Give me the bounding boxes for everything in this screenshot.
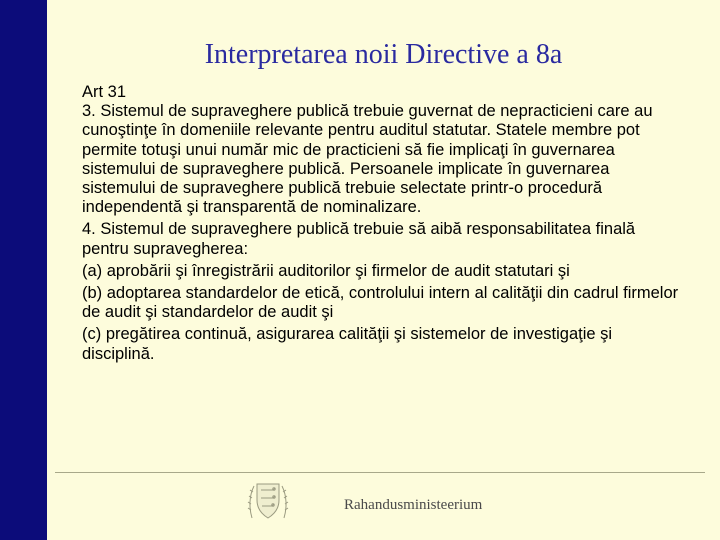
paragraph-4: 4. Sistemul de supraveghere publică trebuie să aibă responsabilitatea finală pentru supravegherea: <box>82 220 636 258</box>
paragraph-3: 3. Sistemul de supraveghere publică trebuie guvernat de nepracticieni care au cunoştinţe în domeniile relevante pentru auditul statutar. Statele membre pot permite totuşi unui număr mic de practicieni să fie implicaţi în guvernarea sistemului de supraveghere publică. Persoanele implicate în guvernarea sistemului de supraveghere publică trebuie selectate printr-o procedură independentă şi transparentă de nominalizare. <box>82 102 653 217</box>
left-accent-bar <box>0 0 47 540</box>
item-c: (c) pregătirea continuă, asigurarea calităţii şi sistemelor de investigaţie şi disciplină. <box>82 325 613 363</box>
estonian-coat-of-arms-icon <box>246 478 290 522</box>
article-heading: Art 31 <box>82 83 127 101</box>
item-b: (b) adoptarea standardelor de etică, controlului intern al calităţii din cadrul firmelor de audit şi standardelor de audit şi <box>82 284 679 322</box>
item-a: (a) aprobării şi înregistrării auditorilor şi firmelor de audit statutari şi <box>82 261 570 280</box>
footer-divider <box>55 472 705 473</box>
slide-body <box>82 83 682 364</box>
ministry-name: Rahandusministeerium <box>344 497 483 513</box>
slide-title: Interpretarea noii Directive a 8a <box>204 39 563 70</box>
